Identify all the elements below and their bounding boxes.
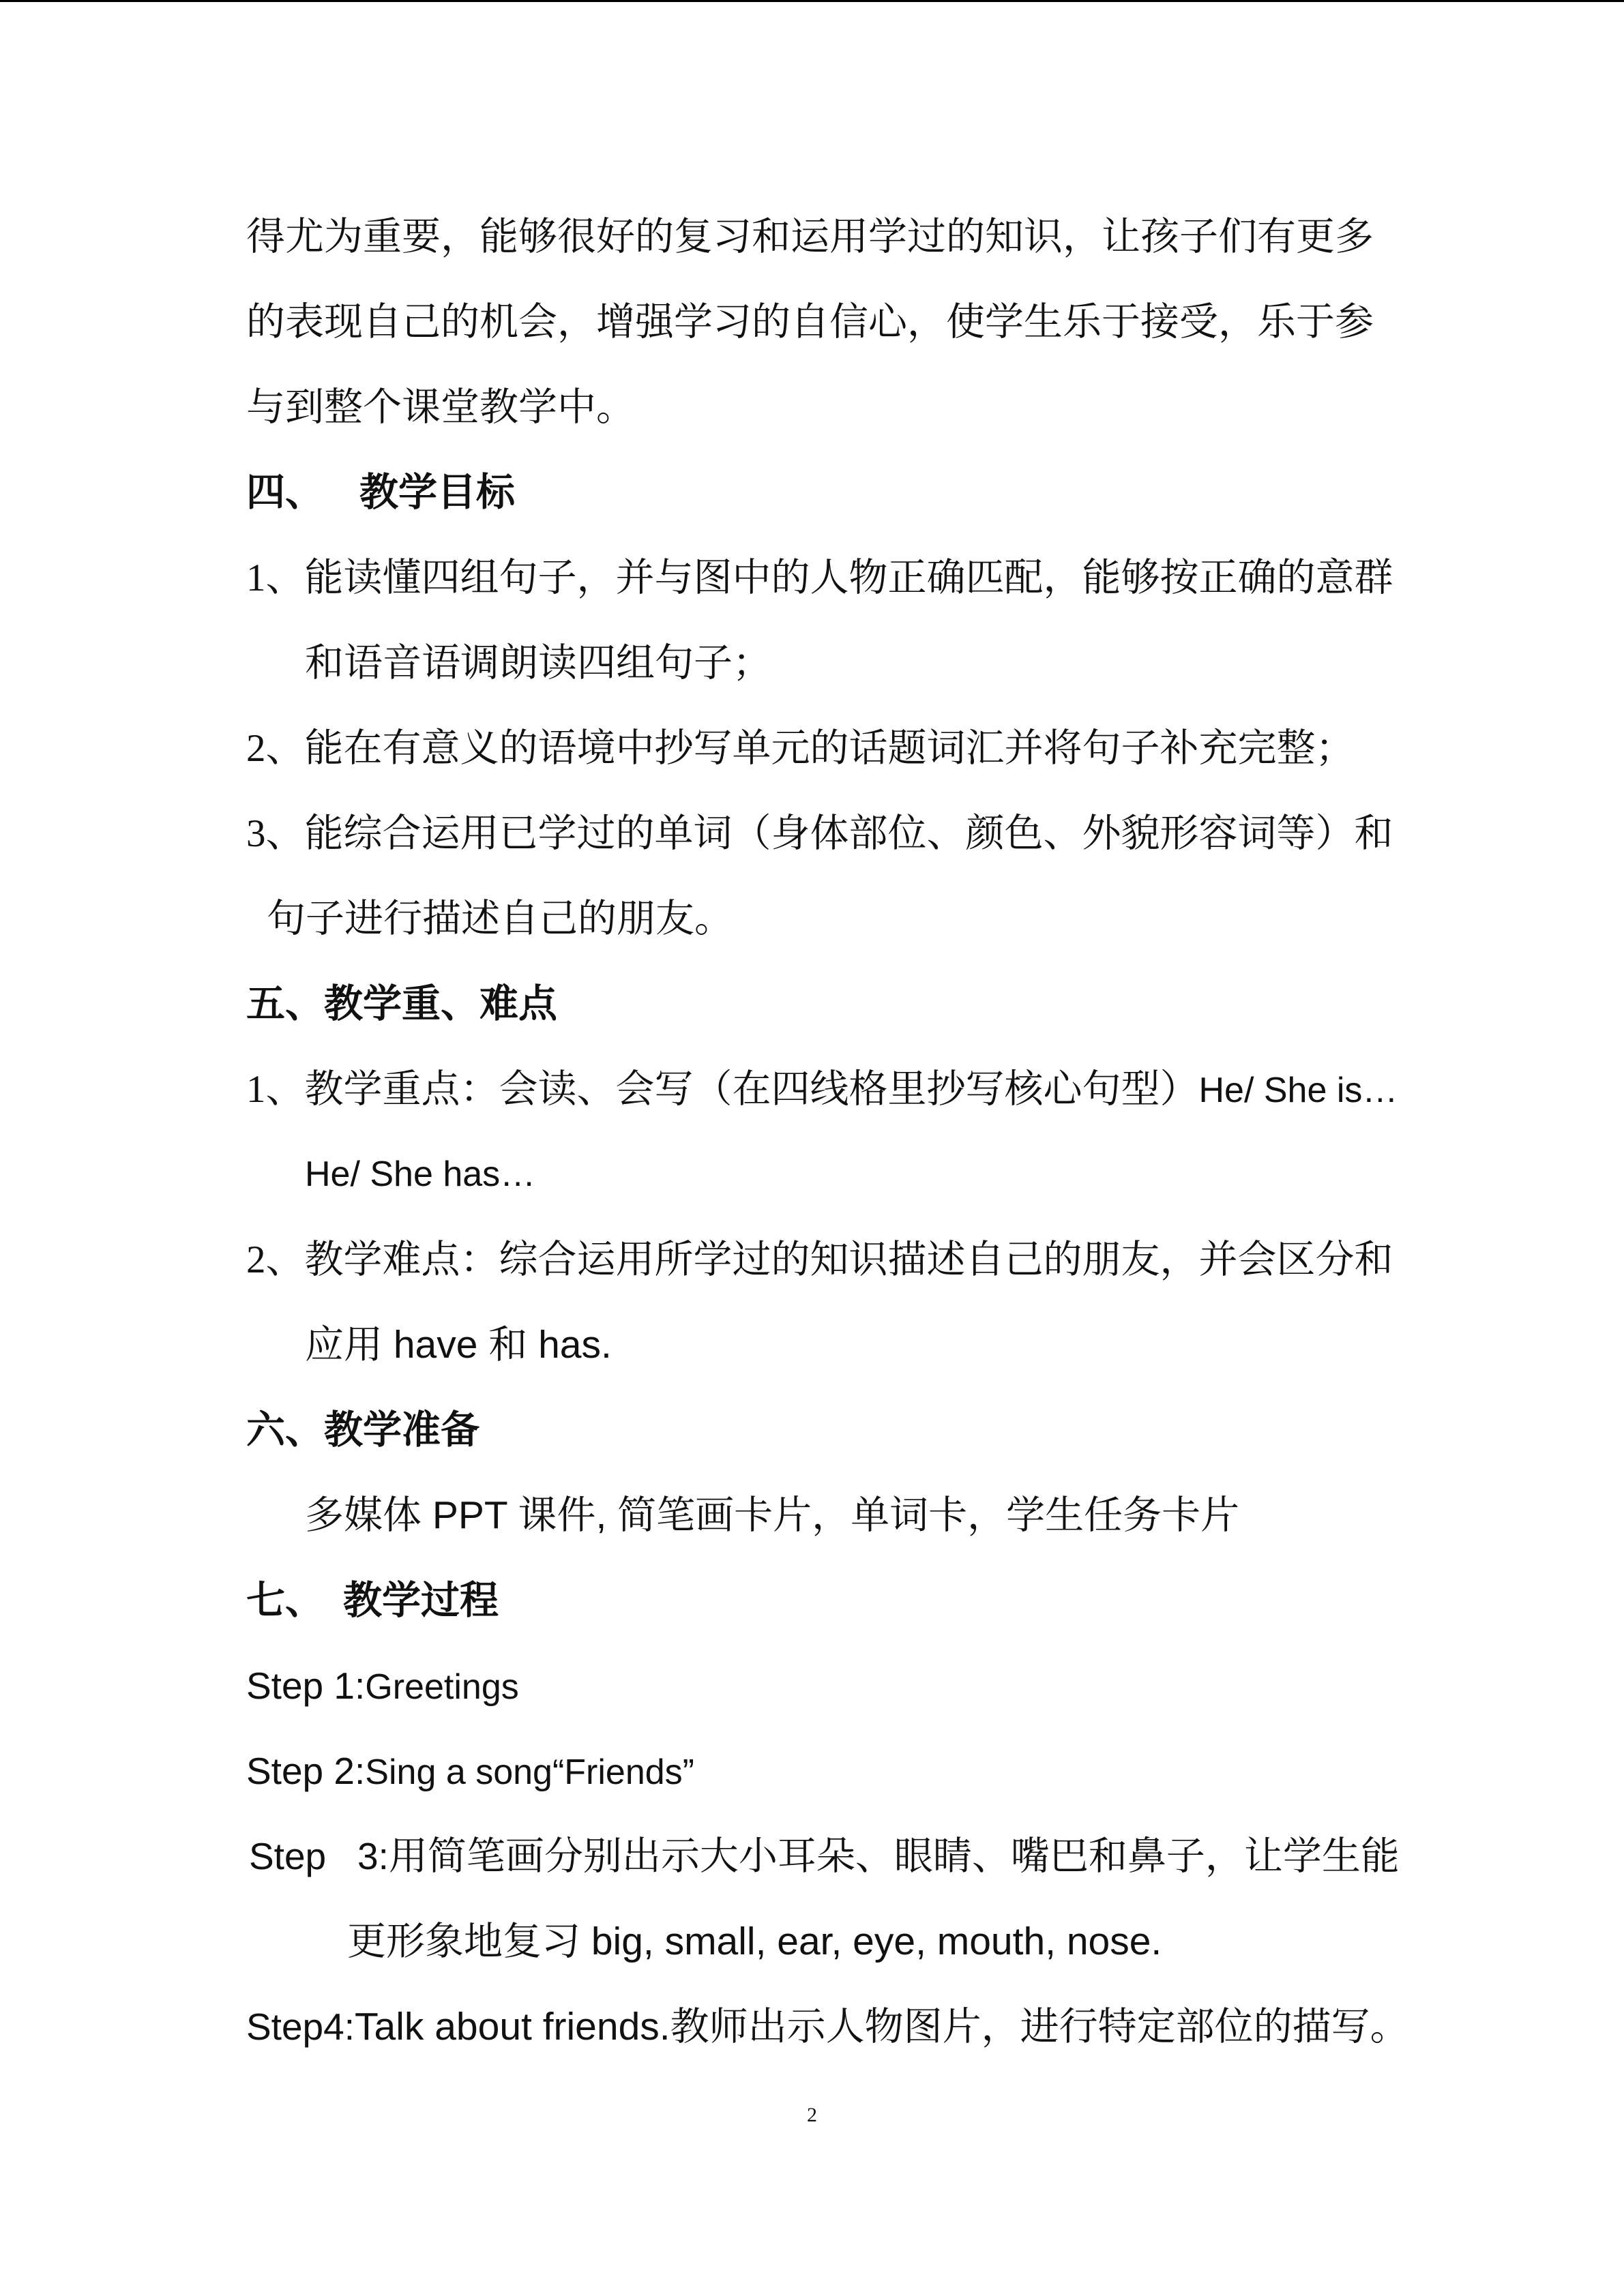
step-2-label: Step 2: — [246, 1750, 366, 1792]
section-4-item-3-line-2: 句子进行描述自己的朋友。 — [267, 897, 733, 940]
step-1 — [246, 1643, 1542, 1729]
section-4-item-3-line-1: 3、能综合运用已学过的单词（身体部位、颜色、外貌形容词等）和 — [246, 812, 1393, 855]
step-2-text: Sing a song“Friends” — [365, 1753, 694, 1792]
intro-line-1: 得尤为重要，能够很好的复习和运用学过的知识，让孩子们有更多 — [246, 215, 1374, 258]
section-4-item-2-line-1: 2、能在有意义的语境中抄写单元的话题词汇并将句子补充完整； — [246, 727, 1355, 770]
section-6-number: 六、 — [246, 1407, 324, 1452]
intro-line-2: 的表现自己的机会，增强学习的自信心，使学生乐于接受，乐于参 — [246, 301, 1374, 344]
section-5-heading — [246, 961, 1542, 1047]
section-5-title: 教学重、难点 — [324, 981, 557, 1026]
section-5-item-2-line-1: 2、教学难点：综合运用所学过的知识描述自己的朋友，并会区分和 — [246, 1238, 1393, 1281]
step-2 — [246, 1729, 1542, 1814]
section-5-number: 五、 — [246, 981, 324, 1026]
step-4-text: Talk about friends.教师出示人物图片，进行特定部位的描写。 — [355, 2005, 1409, 2048]
section-5-item-1-zh: 1、教学重点：会读、会写（在四线格里抄写核心句型） — [246, 1068, 1199, 1111]
section-4-title: 教学目标 — [359, 470, 515, 515]
section-4-item-1-line-1: 1、能读懂四组句子，并与图中的人物正确匹配，能够按正确的意群 — [246, 556, 1393, 599]
step-3-continuation: 更形象地复习 big, small, ear, eye, mouth, nose. — [347, 1920, 1162, 1963]
page-content — [246, 194, 1542, 2070]
step-3-text: 用简笔画分别出示大小耳朵、眼睛、嘴巴和鼻子，让学生能 — [388, 1835, 1400, 1878]
section-6-title: 教学准备 — [324, 1407, 479, 1452]
step-1-label: Step 1: — [246, 1665, 366, 1707]
section-4-heading — [246, 450, 1542, 535]
step-4 — [246, 1984, 1542, 2070]
section-5-item-1-en: He/ She is… — [1198, 1071, 1398, 1110]
section-7-number: 七、 — [246, 1578, 324, 1623]
section-5-item-1-line-2: He/ She has… — [305, 1154, 536, 1194]
step-3 — [246, 1814, 1542, 1899]
section-7-heading — [246, 1558, 1542, 1643]
section-4-number: 四、 — [246, 470, 324, 515]
intro-line-3: 与到整个课堂教学中。 — [246, 386, 635, 429]
section-6-content: 多媒体 PPT 课件, 简笔画卡片，单词卡，学生任务卡片 — [305, 1493, 1240, 1537]
section-6-heading — [246, 1388, 1542, 1473]
step-4-label: Step4: — [246, 2006, 355, 2048]
section-5-item-1-line-1 — [246, 1047, 1542, 1132]
step-3-label: Step 3: — [249, 1835, 389, 1877]
step-1-text: Greetings — [365, 1667, 519, 1707]
section-4-item-1-line-2: 和语音语调朗读四组句子； — [305, 642, 771, 685]
page-number: 2 — [807, 2104, 817, 2126]
section-5-item-2-line-2: 应用 have 和 has. — [305, 1323, 612, 1367]
top-rule — [0, 0, 1624, 2]
section-7-title: 教学过程 — [343, 1578, 499, 1623]
